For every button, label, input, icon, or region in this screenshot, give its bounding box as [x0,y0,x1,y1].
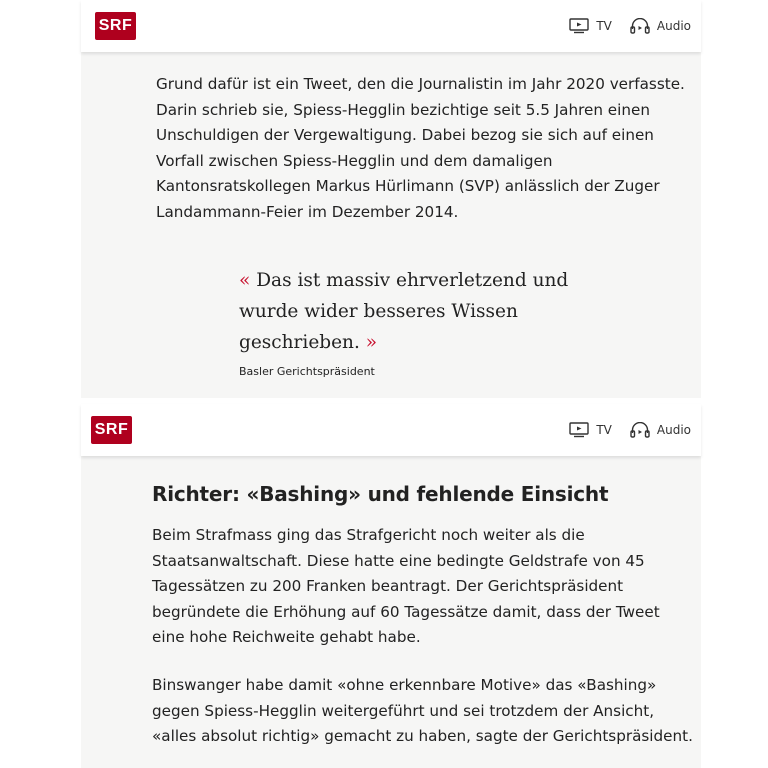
header-nav [569,18,691,34]
nav-tv-label: TV [596,19,612,33]
site-header-top [81,0,701,52]
pull-quote [239,265,579,358]
article-paragraph-1: Beim Strafmass ging das Strafgericht noch weiter als die Staatsanwaltschaft. Diese hatte eine bedingte Geldstrafe von 45 Tagessätzen zu 200 Franken beantragt. Der Gerichtspräsident begründete die Erhöhung auf 60 Tagessätze damit, dass der Tweet eine hohe Reichweite gehabt habe. [152,526,660,647]
headphones-icon [630,422,650,438]
article-paragraph: Grund dafür ist ein Tweet, den die Journalistin im Jahr 2020 verfasste. Darin schrieb sie, Spiess-Hegglin bezichtige seit 5.5 Jahren einen Unschuldigen der Vergewaltigung. Dabei bezog sie sich auf einen Vorfall zwischen Spiess-Hegglin und dem damaligen Kantonsratskollegen Markus Hürlimann (SVP) anlässlich der Zuger Landammann-Feier im Dezember 2014. [156,75,685,221]
srf-logo[interactable]: SRF [91,416,132,444]
quote-close-mark: » [365,332,378,353]
quote-text: Das ist massiv ehrverletzend und wurde wider besseres Wissen geschrieben. [239,270,569,353]
nav-audio-label: Audio [656,19,691,33]
quote-open-mark: « [239,270,251,291]
nav-audio[interactable] [630,422,691,438]
article-section-top [81,52,701,398]
site-header-bottom [81,404,701,456]
section-heading: Richter: «Bashing» und fehlende Einsicht [152,482,609,506]
nav-tv-label: TV [596,423,612,437]
article-paragraph-2: Binswanger habe damit «ohne erkennbare Motive» das «Bashing» gegen Spiess-Hegglin weitergeführt und sei trotzdem der Ansicht, «alles absolut richtig» gemacht zu haben, sagte der Gerichtspräsident. [152,676,693,746]
tv-icon [569,18,589,34]
article-section-bottom [81,456,701,768]
quote-source: Basler Gerichtspräsident [239,365,375,378]
tv-icon [569,422,589,438]
header-nav [569,422,691,438]
nav-audio-label: Audio [656,423,691,437]
nav-audio[interactable] [630,18,691,34]
nav-tv[interactable] [569,422,612,438]
srf-logo[interactable]: SRF [95,12,136,40]
headphones-icon [630,18,650,34]
nav-tv[interactable] [569,18,612,34]
